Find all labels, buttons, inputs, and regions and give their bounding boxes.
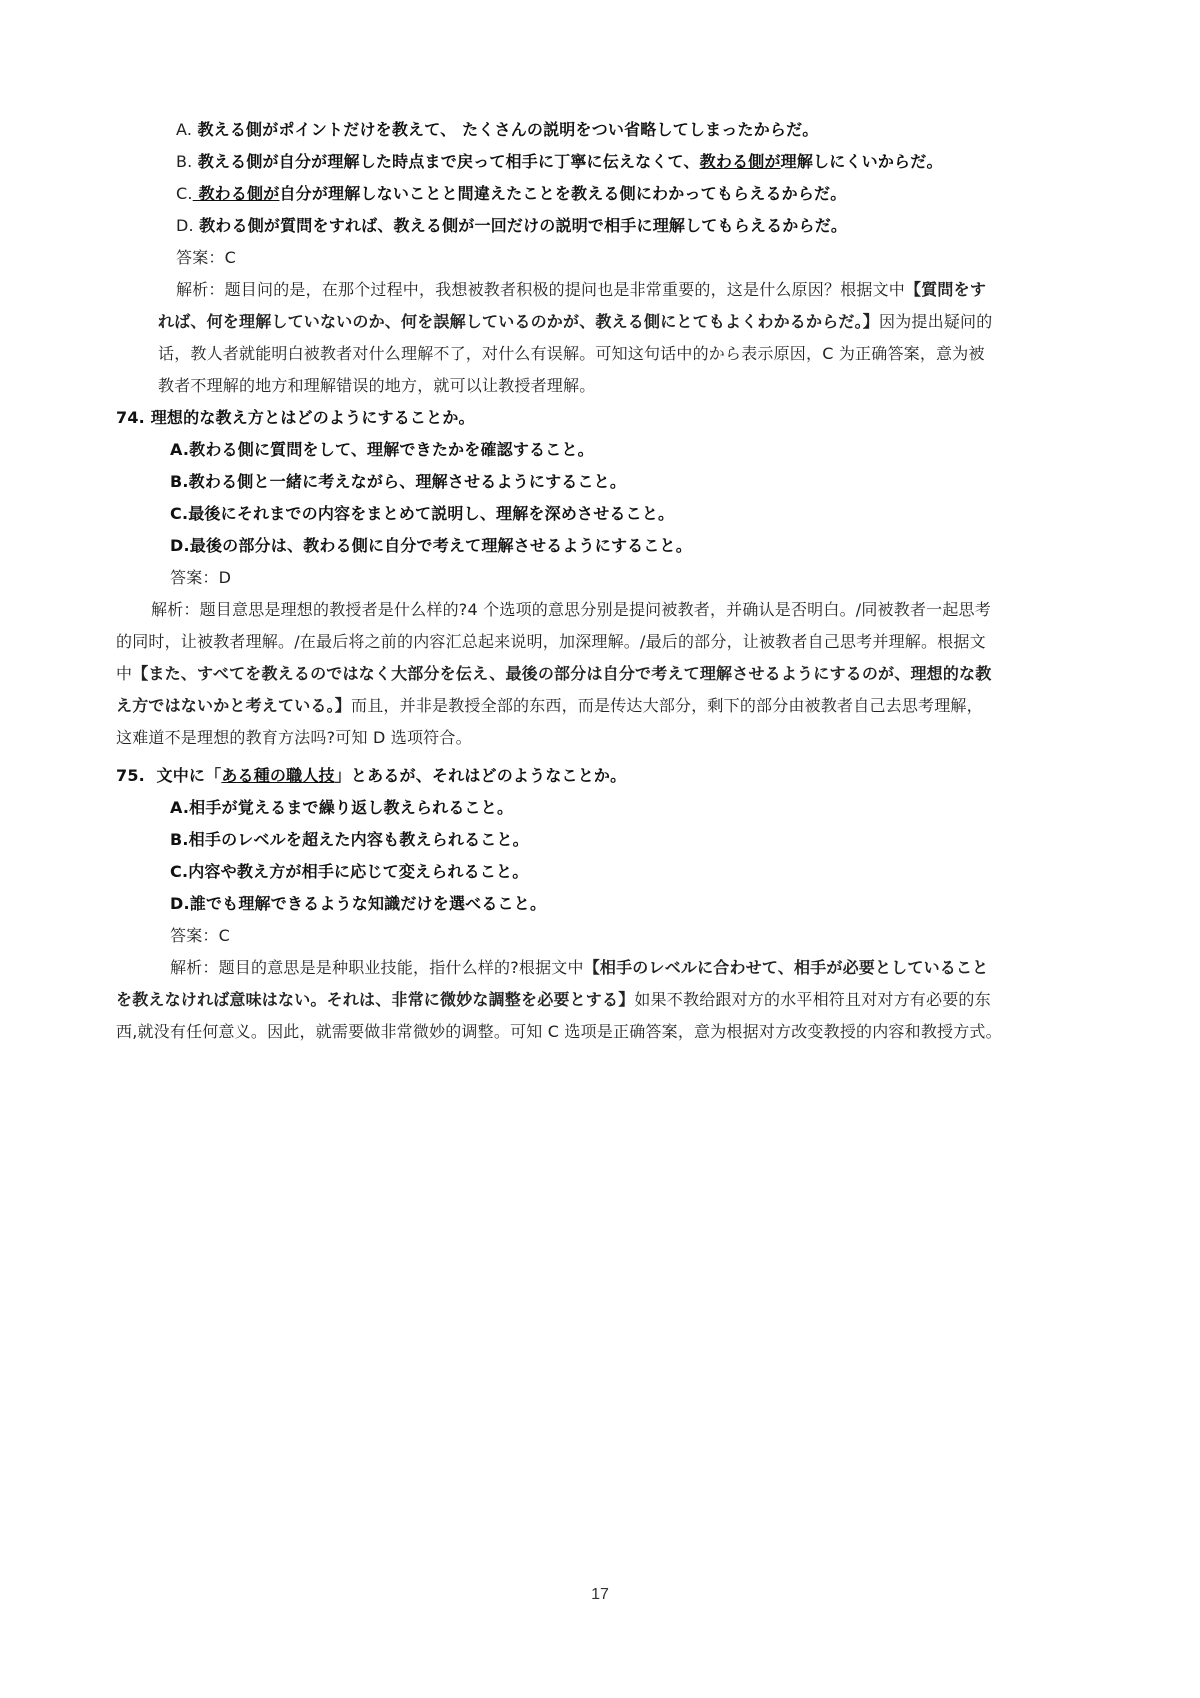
option-text: 理解しにくいからだ。 bbox=[780, 152, 943, 171]
q75-option-c bbox=[170, 861, 528, 883]
analysis-quote: 【相手のレベルに合わせて、相手が必要としていること bbox=[583, 958, 989, 977]
analysis-text: 而且，并非是教授全部的东西，而是传达大部分，剩下的部分由被教者自己去思考理解， bbox=[351, 696, 983, 715]
q75-analysis-line-2 bbox=[116, 989, 991, 1011]
q73-option-d bbox=[176, 215, 847, 237]
q74-analysis-line-3 bbox=[116, 663, 991, 685]
option-text: 自分が理解しないことと間違えたことを教える側にわかってもらえるからだ。 bbox=[279, 184, 847, 203]
q74-option-d bbox=[170, 535, 692, 557]
answer-value: C bbox=[224, 248, 236, 267]
underlined-phrase: ある種の職人技 bbox=[221, 766, 335, 785]
analysis-quote: え方ではないかと考えている。】 bbox=[116, 696, 352, 715]
option-text: D.最後の部分は、教わる側に自分で考えて理解させるようにすること。 bbox=[170, 536, 692, 555]
q73-option-a bbox=[176, 119, 819, 141]
analysis-label: 解析： bbox=[151, 600, 200, 619]
q74-question bbox=[116, 407, 475, 429]
option-text: A.教わる側に質問をして、理解できたかを確認すること。 bbox=[170, 440, 594, 459]
option-letter: A. bbox=[176, 120, 198, 139]
question-text: 」とあるが、それはどのようなことか。 bbox=[334, 766, 627, 785]
q74-analysis-line-1 bbox=[151, 599, 991, 621]
answer-label: 答案： bbox=[176, 248, 225, 267]
question-text: 理想的な教え方とはどのようにすることか。 bbox=[150, 408, 475, 427]
answer-value: C bbox=[218, 926, 230, 945]
analysis-text: 这难道不是理想的教育方法吗?可知 D 选项符合。 bbox=[116, 728, 472, 747]
q73-analysis-line-1 bbox=[176, 279, 986, 301]
analysis-label: 解析： bbox=[176, 280, 225, 299]
analysis-text: 的同时，让被教者理解。/在最后将之前的内容汇总起来说明，加深理解。/最后的部分，让被教者自己思考并理解。根据文 bbox=[116, 632, 986, 651]
option-text: D.誰でも理解できるような知識だけを選べること。 bbox=[170, 894, 547, 913]
analysis-text: 因为提出疑问的 bbox=[879, 312, 993, 331]
option-text: A.相手が覚えるまで繰り返し教えられること。 bbox=[170, 798, 514, 817]
q74-option-b bbox=[170, 471, 626, 493]
option-letter: C. bbox=[176, 184, 193, 203]
q73-analysis-line-3 bbox=[158, 343, 985, 365]
option-text: B.相手のレベルを超えた内容も教えられること。 bbox=[170, 830, 529, 849]
option-text: C.内容や教え方が相手に応じて変えられること。 bbox=[170, 862, 529, 881]
analysis-quote: 【質問をす bbox=[905, 280, 987, 299]
analysis-text: 话，教人者就能明白被教者对什么理解不了，对什么有误解。可知这句话中的から表示原因，C 为正确答案，意为被 bbox=[158, 344, 985, 363]
answer-value: D bbox=[218, 568, 232, 587]
answer-label: 答案： bbox=[170, 926, 219, 945]
analysis-quote: れば、何を理解していないのか、何を誤解しているのかが、教える側にとてもよくわかるからだ。】 bbox=[158, 312, 880, 331]
question-number: 75. bbox=[116, 766, 145, 785]
q74-analysis-line-4 bbox=[116, 695, 983, 717]
analysis-quote: を教えなければ意味はない。それは、非常に微妙な調整を必要とする】 bbox=[116, 990, 635, 1009]
analysis-text: 题目问的是，在那个过程中，我想被教者积极的提问也是非常重要的，这是什么原因？根据文中 bbox=[224, 280, 906, 299]
option-text: C.最後にそれまでの内容をまとめて説明し、理解を深めさせること。 bbox=[170, 504, 675, 523]
q74-analysis-line-2 bbox=[116, 631, 986, 653]
q73-option-b bbox=[176, 151, 943, 173]
analysis-text: 题目的意思是是种职业技能，指什么样的?根据文中 bbox=[218, 958, 584, 977]
analysis-text: 题目意思是理想的教授者是什么样的?4 个选项的意思分别是提问被教者，并确认是否明白。/同被教者一起思考 bbox=[199, 600, 991, 619]
q75-option-d bbox=[170, 893, 546, 915]
q75-option-a bbox=[170, 797, 513, 819]
q73-analysis-line-4 bbox=[158, 375, 595, 397]
q74-analysis-line-5 bbox=[116, 727, 472, 749]
underlined-phrase: 教わる側が bbox=[192, 184, 280, 203]
option-text: 教える側がポイントだけを教えて、 たくさんの説明をつい省略してしまったからだ。 bbox=[197, 120, 819, 139]
q73-analysis-line-2 bbox=[158, 311, 992, 333]
question-text: 文中に「 bbox=[156, 766, 222, 785]
underlined-phrase: 教わる側が bbox=[699, 152, 781, 171]
option-text: B.教わる側と一緒に考えながら、理解させるようにすること。 bbox=[170, 472, 627, 491]
option-text: 教わる側が質問をすれば、教える側が一回だけの説明で相手に理解してもらえるからだ。 bbox=[199, 216, 848, 235]
analysis-text: 中 bbox=[116, 664, 133, 683]
answer-label: 答案： bbox=[170, 568, 219, 587]
q74-answer bbox=[170, 567, 231, 589]
analysis-label: 解析： bbox=[170, 958, 219, 977]
option-letter: B. bbox=[176, 152, 198, 171]
analysis-text: 教者不理解的地方和理解错误的地方，就可以让教授者理解。 bbox=[158, 376, 596, 395]
q75-question bbox=[116, 765, 626, 787]
option-text: 教える側が自分が理解した時点まで戻って相手に丁寧に伝えなくて、 bbox=[197, 152, 700, 171]
analysis-text: 如果不教给跟对方的水平相符且对对方有必要的东 bbox=[634, 990, 991, 1009]
q73-answer bbox=[176, 247, 236, 269]
analysis-text: 西,就没有任何意义。因此，就需要做非常微妙的调整。可知 C 选项是正确答案，意为根据对方改变教授的内容和教授方式。 bbox=[116, 1022, 1002, 1041]
page-number: 17 bbox=[591, 1586, 609, 1603]
q73-option-c bbox=[176, 183, 846, 205]
analysis-quote: 【また、すべてを教えるのではなく大部分を伝え、最後の部分は自分で考えて理解させるようにするのが、理想的な教 bbox=[132, 664, 992, 683]
q74-option-c bbox=[170, 503, 674, 525]
option-letter: D. bbox=[176, 216, 200, 235]
q75-answer bbox=[170, 925, 230, 947]
q75-option-b bbox=[170, 829, 529, 851]
question-number: 74. bbox=[116, 408, 145, 427]
q75-analysis-line-3 bbox=[116, 1021, 1002, 1043]
q75-analysis-line-1 bbox=[170, 957, 988, 979]
q74-option-a bbox=[170, 439, 594, 461]
